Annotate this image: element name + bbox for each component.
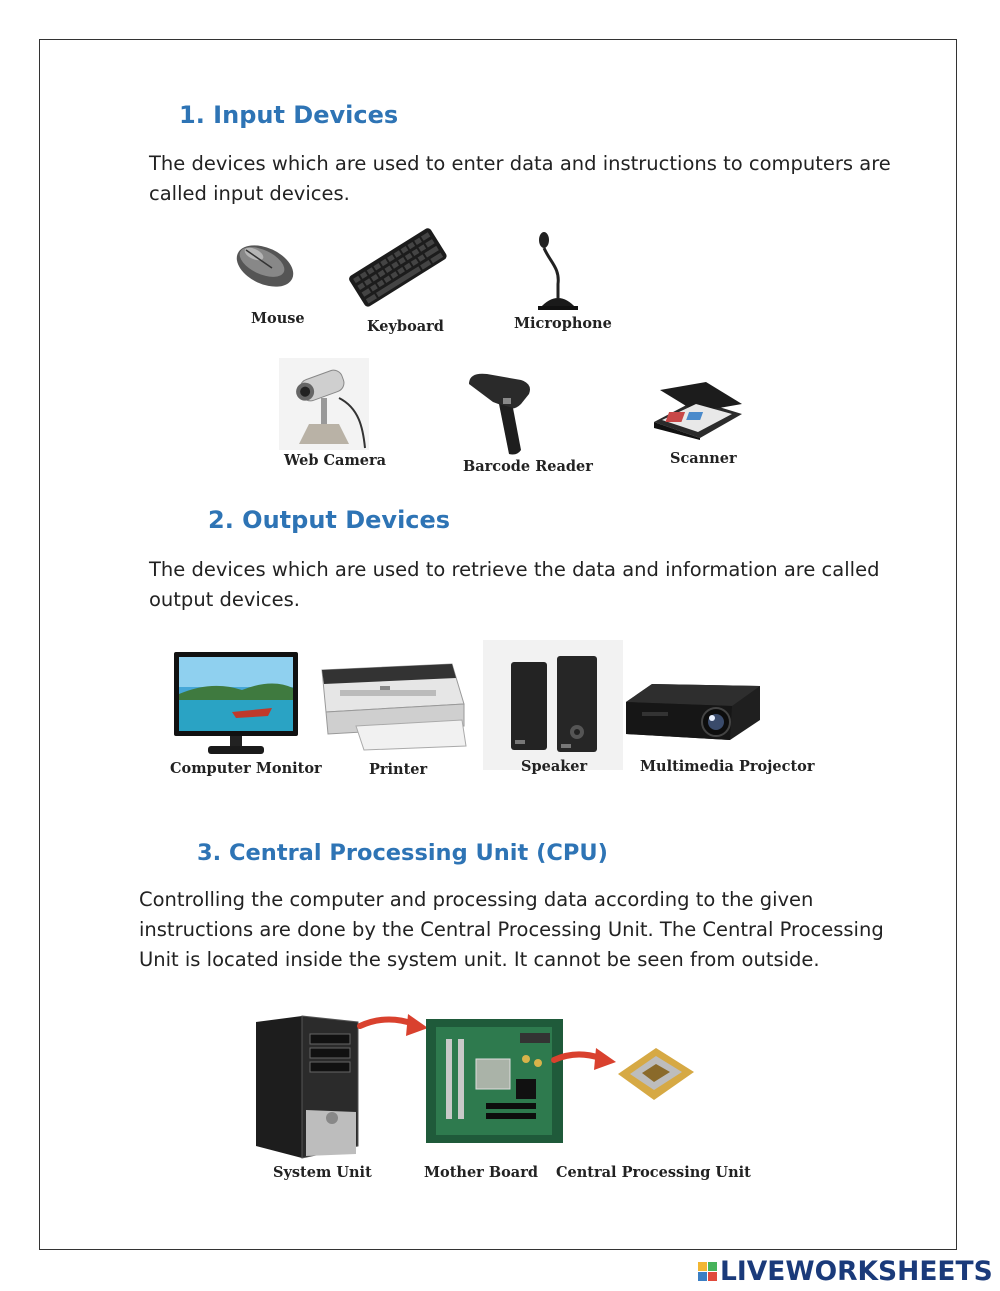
description-line: The devices which are used to enter data and instructions to computers are (149, 152, 891, 175)
system-unit-caption: System Unit (273, 1164, 372, 1181)
web-camera-image (279, 358, 369, 450)
description-line: Unit is located inside the system unit. It cannot be seen from outside. (139, 948, 820, 971)
description-line: Controlling the computer and processing data according to the given (139, 888, 814, 911)
logo-tile (708, 1262, 717, 1271)
mother-board-caption: Mother Board (424, 1164, 538, 1181)
mouse-caption: Mouse (251, 310, 305, 327)
computer-monitor-caption: Computer Monitor (170, 760, 322, 777)
mother-board-image (426, 1019, 563, 1143)
scanner-image (650, 382, 744, 440)
description-line: instructions are done by the Central Processing Unit. The Central Processing (139, 918, 884, 941)
arrow-icon (550, 1046, 618, 1078)
logo-tile (698, 1272, 707, 1281)
cpu-chip-image (612, 1044, 698, 1104)
web-camera-caption: Web Camera (284, 452, 387, 469)
cpu-heading: 3. Central Processing Unit (CPU) (197, 840, 608, 866)
printer-caption: Printer (369, 761, 428, 778)
speaker-caption: Speaker (521, 758, 588, 775)
description-line: output devices. (149, 588, 300, 611)
cpu-description (139, 885, 884, 975)
description-line: called input devices. (149, 182, 350, 205)
mouse-image (232, 236, 298, 292)
logo-tile (708, 1272, 717, 1281)
multimedia-projector-image (622, 662, 766, 748)
multimedia-projector-caption: Multimedia Projector (640, 758, 815, 775)
system-unit-image (252, 1014, 362, 1160)
barcode-reader-caption: Barcode Reader (463, 458, 593, 475)
logo-tiles (698, 1262, 717, 1281)
input-devices-description (149, 149, 891, 209)
output-devices-heading: 2. Output Devices (208, 506, 451, 534)
speaker-image (483, 640, 623, 770)
input-devices-heading: 1. Input Devices (179, 101, 399, 129)
logo-tile (698, 1262, 707, 1271)
keyboard-image (344, 222, 450, 314)
cpu-caption: Central Processing Unit (556, 1164, 751, 1181)
arrow-icon (356, 1010, 430, 1046)
keyboard-caption: Keyboard (367, 318, 444, 335)
computer-monitor-image (172, 650, 300, 758)
output-devices-description (149, 555, 879, 615)
microphone-image (524, 228, 582, 314)
scanner-caption: Scanner (670, 450, 737, 467)
liveworksheets-logo (698, 1256, 993, 1286)
printer-image (316, 656, 468, 752)
barcode-reader-image (463, 370, 543, 456)
description-line: The devices which are used to retrieve the data and information are called (149, 558, 880, 581)
microphone-caption: Microphone (514, 315, 612, 332)
logo-text: LIVEWORKSHEETS (720, 1255, 993, 1287)
